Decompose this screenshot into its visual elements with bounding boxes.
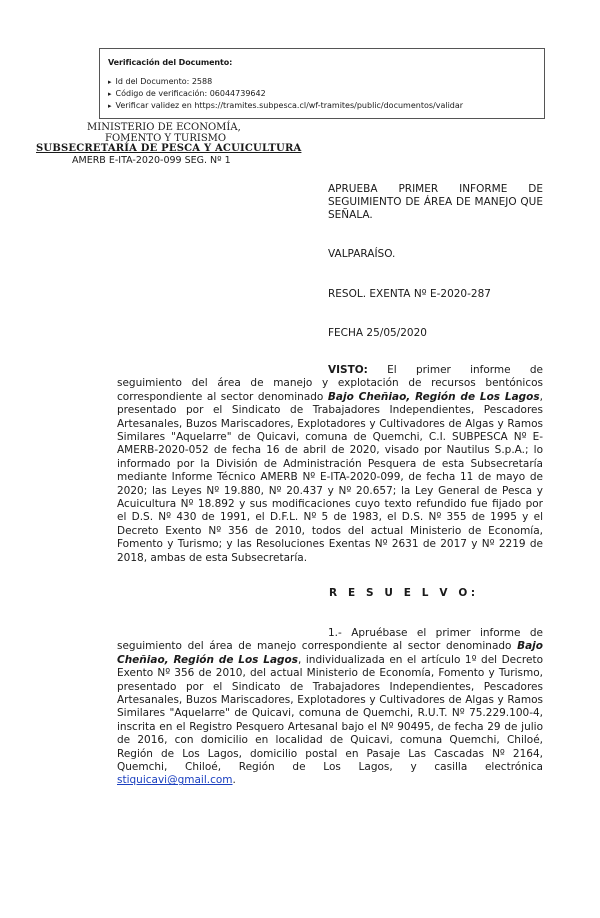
verification-item[interactable]: ▸ Verificar validez en https://tramites.subpesca.cl/wf-tramites/public/documentos/validar	[108, 101, 464, 110]
resuelvo-heading: R E S U E L V O:	[329, 587, 479, 599]
verification-box	[99, 48, 545, 119]
visto-label: VISTO:	[328, 364, 368, 376]
verification-title: Verificación del Documento:	[108, 58, 233, 67]
bullet-icon: ▸	[108, 78, 112, 86]
resolution-number: RESOL. EXENTA Nº E-2020-287	[328, 288, 491, 300]
bullet-icon: ▸	[108, 102, 112, 110]
sector-name: Bajo Cheñiao, Región de Los Lagos	[327, 390, 540, 403]
undersecretariat-name: SUBSECRETARÍA DE PESCA Y ACUICULTURA	[36, 143, 302, 154]
visto-paragraph: VISTO: El primer informe de seguimiento del área de manejo y explotación de recursos bentónicos correspondiente al sector denominado Bajo Cheñiao, Región de Los Lagos, presentado por el Sindicato de Trabajadores Independientes, Pescadores Artesanales, Buzos Mariscadores, Explotadores y Cultivadores de Algas y Ramos Similares "Aquelarre" de Quicavi, comuna de Quemchi, C.I. SUBPESCA Nº E-AMERB-2020-052 de fecha 16 de abril de 2020, visado por Nautilus S.p.A.; lo informado por la División de Administración Pesquera de esta Subsecretaría mediante Informe Técnico AMERB Nº E-ITA-2020-099, de fecha 11 de mayo de 2020; las Leyes Nº 19.880, Nº 20.437 y Nº 20.657; la Ley General de Pesca y Acuicultura Nº 18.892 y sus modificaciones cuyo texto refundido fue fijado por el D.S. Nº 430 de 1991, el D.F.L. Nº 5 de 1983, el D.S. Nº 355 de 1995 y el Decreto Exento Nº 356 de 2010, todos del actual Ministerio de Economía, Fomento y Turismo; y las Resoluciones Exentas Nº 2631 de 2017 y Nº 2219 de 2018, ambas de esta Subsecretaría.	[117, 364, 543, 564]
resolution-item-1: 1.- Apruébase el primer informe de seguimiento del área de manejo correspondiente al sector denominado Bajo Cheñiao, Región de Los Lagos, individualizada en el artículo 1º del Decreto Exento Nº 356 de 2010, del actual Ministerio de Economía, Fomento y Turismo, presentado por el Sindicato de Trabajadores Independientes, Pescadores Artesanales, Buzos Mariscadores, Explotadores y Cultivadores de Algas y Ramos Similares "Aquelarre" de Quicavi, comuna de Quemchi, R.U.T. Nº 75.229.100-4, inscrita en el Registro Pesquero Artesanal bajo el Nº 90495, de fecha 29 de julio de 2016, con domicilio en localidad de Quicavi, comuna Quemchi, Chiloé, Región de Los Lagos, domicilio postal en Pasaje Las Cascadas Nº 2164, Quemchi, Chiloé, Región de Los Lagos, y casilla electrónica stiquicavi@gmail.com.	[117, 627, 543, 787]
sector-name: Bajo Cheñiao, Región de Los Lagos	[117, 640, 543, 666]
document-place: VALPARAÍSO.	[328, 248, 396, 260]
ministry-subname: FOMENTO Y TURISMO	[105, 133, 227, 144]
document-date: FECHA 25/05/2020	[328, 327, 427, 339]
bullet-icon: ▸	[108, 90, 112, 98]
email-link[interactable]: stiquicavi@gmail.com	[117, 774, 233, 787]
document-title: APRUEBA PRIMER INFORME DE SEGUIMIENTO DE ÁREA DE MANEJO QUE SEÑALA.	[328, 183, 543, 221]
amerb-reference: AMERB E-ITA-2020-099 SEG. Nº 1	[72, 155, 231, 166]
verification-list	[108, 76, 544, 112]
ministry-name: MINISTERIO DE ECONOMÍA,	[87, 122, 241, 133]
verification-item: ▸ Id del Documento: 2588	[108, 77, 213, 86]
verification-item: ▸ Código de verificación: 06044739642	[108, 89, 266, 98]
